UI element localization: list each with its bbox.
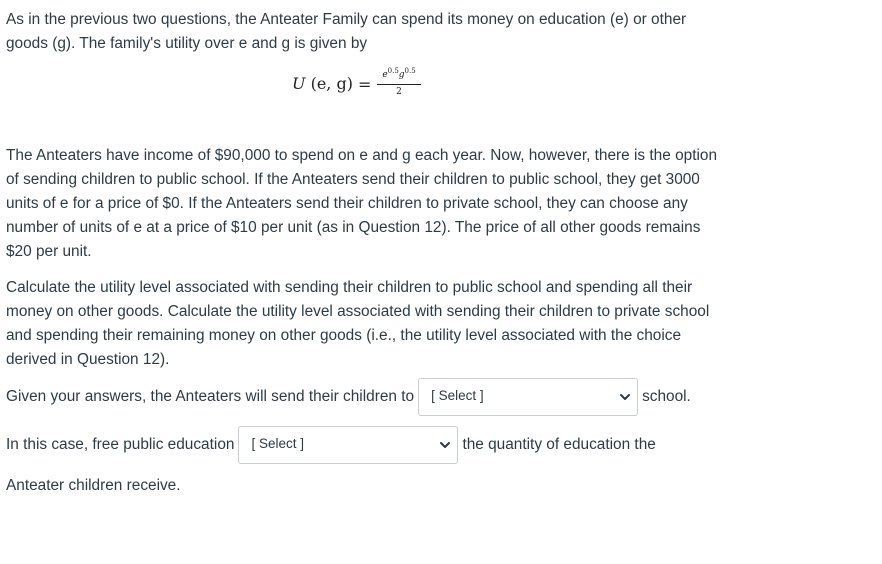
education-effect-suffix: the quantity of education the: [462, 436, 656, 453]
education-effect-prefix: In this case, free public education: [6, 436, 235, 453]
numerator-g-exponent: 0.5: [404, 67, 416, 75]
utility-formula: [292, 62, 726, 108]
calculation-paragraph: Calculate the utility level associated with sending their children to public school and spending all their money on other goods. Calculate the utility level associated with sending their children to private school and spending their remaining money on other goods (i.e., the utility level associated with the choice derived in Question 12).: [6, 279, 710, 368]
formula-lhs: [292, 74, 353, 93]
chevron-down-icon: [439, 440, 451, 450]
numerator-e: e: [382, 70, 388, 80]
school-choice-suffix: school.: [642, 388, 691, 405]
formula-function: U: [292, 74, 306, 93]
question-content: [6, 8, 726, 372]
school-choice-selected: [ Select ]: [431, 388, 484, 403]
education-effect-row: [6, 426, 656, 464]
formula-denominator: 2: [396, 87, 402, 97]
education-effect-selected: [ Select ]: [251, 436, 304, 451]
formula-equals: =: [358, 75, 372, 94]
education-effect-dropdown[interactable]: [238, 426, 458, 464]
school-choice-row: [6, 378, 691, 416]
formula-args: (e, g): [310, 74, 353, 93]
chevron-down-icon: [619, 392, 631, 402]
school-choice-dropdown[interactable]: [418, 378, 638, 416]
intro-paragraph: As in the previous two questions, the Anteater Family can spend its money on education (e) or other goods (g). The family's utility over e and g is given by: [6, 11, 687, 52]
numerator-g: g: [398, 70, 405, 80]
formula-numerator: [377, 64, 421, 85]
school-choice-prefix: Given your answers, the Anteaters will send their children to: [6, 388, 415, 405]
income-paragraph: The Anteaters have income of $90,000 to spend on e and g each year. Now, however, there is the option of sending children to public school. If the Anteaters send their children to public school, they get 3000 units of e for a price of $0. If the Anteaters send their children to private school, they can choose any number of units of e at a price of $10 per unit (as in Question 12). The price of all other goods remains $20 per unit.: [6, 147, 718, 260]
formula-fraction: [377, 64, 421, 98]
education-effect-continuation: Anteater children receive.: [6, 477, 181, 494]
numerator-e-exponent: 0.5: [387, 67, 399, 75]
